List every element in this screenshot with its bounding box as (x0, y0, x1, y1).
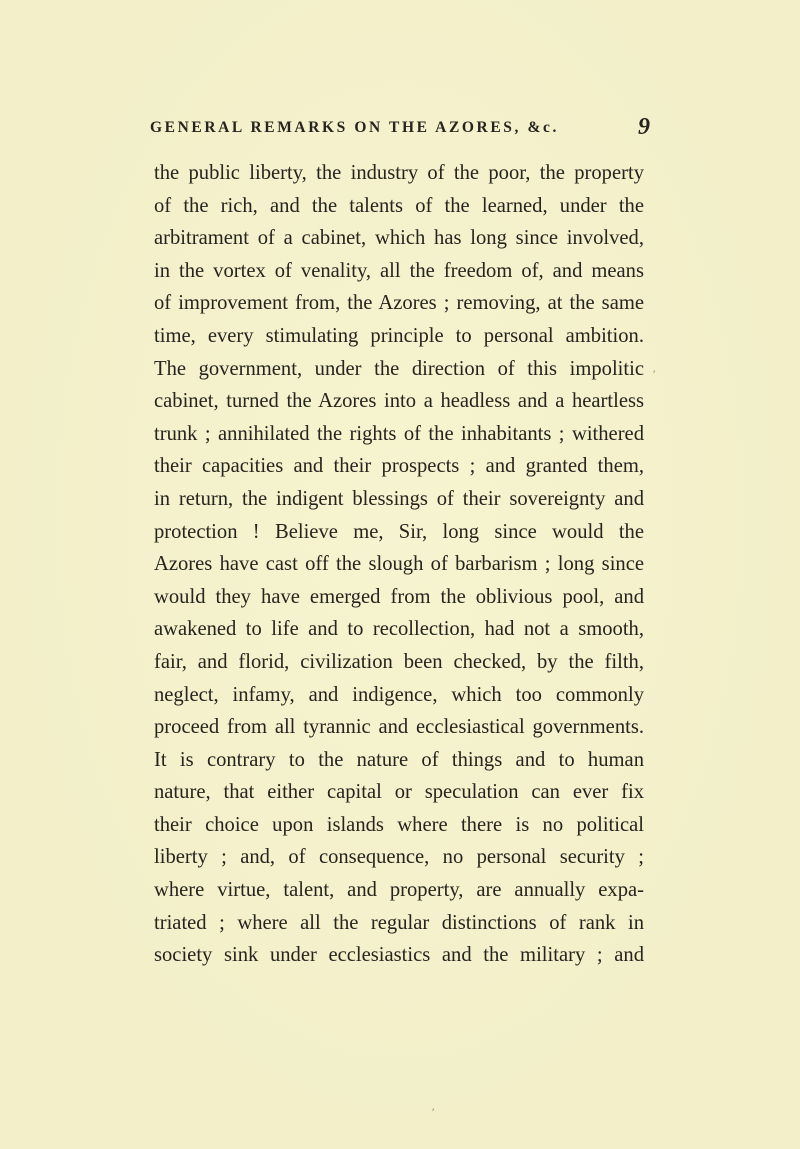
text-line-24: triated ; where all the regular distinctions of rank in (154, 911, 644, 934)
page-number: 9 (638, 114, 650, 140)
text-line-12: protection ! Believe me, Sir, long since would the (154, 520, 644, 543)
body-text (154, 157, 644, 972)
text-line-4: in the vortex of venality, all the freedom of, and means (154, 259, 644, 282)
paper-speck: ′ (653, 367, 656, 381)
text-line-25: society sink under ecclesiastics and the military ; and (154, 944, 644, 967)
running-head-title: GENERAL REMARKS ON THE AZORES, &c. (150, 119, 559, 136)
paper-speck: ′ (432, 1105, 435, 1119)
text-line-3: arbitrament of a cabinet, which has long since involved, (154, 227, 644, 250)
text-line-15: awakened to life and to recollection, had not a smooth, (154, 618, 644, 641)
text-line-9: trunk ; annihilated the rights of the inhabitants ; withered (154, 422, 644, 445)
text-line-23: where virtue, talent, and property, are annually expa- (154, 879, 644, 902)
text-line-18: proceed from all tyrannic and ecclesiastical governments. (154, 716, 644, 739)
text-line-5: of improvement from, the Azores ; removing, at the same (154, 292, 644, 315)
text-line-7: The government, under the direction of this impolitic (154, 357, 644, 380)
text-line-6: time, every stimulating principle to personal ambition. (154, 324, 644, 347)
text-line-17: neglect, infamy, and indigence, which too commonly (154, 683, 644, 706)
text-line-22: liberty ; and, of consequence, no personal security ; (154, 846, 644, 869)
text-line-1: the public liberty, the industry of the poor, the property (154, 162, 644, 184)
text-line-8: cabinet, turned the Azores into a headless and a heartless (154, 390, 644, 413)
text-line-16: fair, and florid, civilization been checked, by the filth, (154, 650, 644, 673)
text-line-13: Azores have cast off the slough of barbarism ; long since (154, 553, 644, 576)
text-line-11: in return, the indigent blessings of their sovereignty and (154, 487, 644, 510)
text-line-10: their capacities and their prospects ; and granted them, (154, 455, 644, 478)
text-line-19: It is contrary to the nature of things and to human (154, 748, 644, 771)
running-head (150, 116, 650, 146)
text-line-21: their choice upon islands where there is no political (154, 813, 644, 836)
text-line-14: would they have emerged from the oblivious pool, and (154, 585, 644, 608)
text-line-2: of the rich, and the talents of the learned, under the (154, 194, 644, 217)
text-line-20: nature, that either capital or speculation can ever fix (154, 781, 644, 804)
